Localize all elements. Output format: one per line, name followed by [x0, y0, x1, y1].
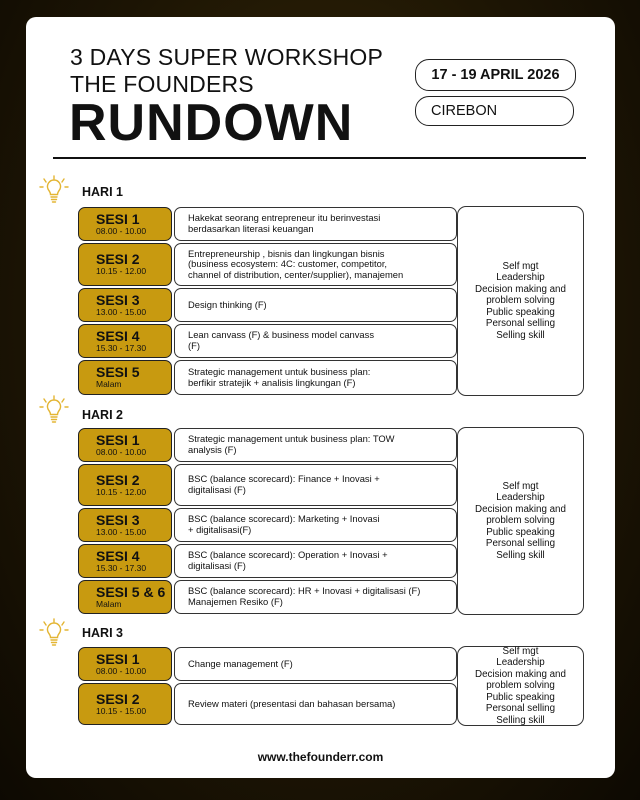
- session-name: SESI 2: [96, 690, 140, 707]
- session-description-text: Hakekat seorang entrepreneur itu berinvestasi berdasarkan literasi keuangan: [188, 212, 381, 234]
- lightbulb-icon: [39, 618, 69, 650]
- session-description: [174, 360, 457, 395]
- skill-item: Personal selling: [485, 538, 556, 550]
- day-label: HARI 1: [82, 185, 123, 199]
- skill-item: problem solving: [486, 515, 555, 527]
- skill-item: Public speaking: [486, 526, 555, 538]
- skill-item: Selling skill: [496, 714, 545, 726]
- session-description: [174, 207, 457, 241]
- skill-item: Public speaking: [486, 691, 555, 703]
- skill-item: Selling skill: [496, 329, 545, 341]
- session-description: [174, 288, 457, 322]
- session-badge: [78, 288, 172, 322]
- session-description: [174, 243, 457, 286]
- session-badge: [78, 580, 172, 614]
- page-title: RUNDOWN: [69, 94, 354, 152]
- skills-box: [457, 427, 584, 615]
- day-label: HARI 3: [82, 626, 123, 640]
- header-divider: [53, 157, 586, 159]
- skills-box: [457, 646, 584, 726]
- session-description: [174, 428, 457, 462]
- session-time: 15.30 - 17.30: [96, 342, 147, 353]
- session-badge: [78, 464, 172, 506]
- session-time: 10.15 - 12.00: [96, 486, 147, 497]
- session-description-text: Entrepreneurship , bisnis dan lingkungan bisnis (business ecosystem: 4C: customer, competitor, channel of distribution, center/supplier), manajemen: [188, 247, 404, 280]
- session-name: SESI 1: [96, 650, 140, 667]
- session-description-text: BSC (balance scorecard): Finance + Inovasi + digitalisasi (F): [188, 473, 380, 495]
- session-badge: [78, 647, 172, 681]
- rundown-card: [26, 17, 615, 778]
- session-description-text: BSC (balance scorecard): HR + Inovasi + digitalisasi (F) Manajemen Resiko (F): [188, 585, 421, 607]
- session-name: SESI 5: [96, 364, 140, 381]
- workshop-name: THE FOUNDERS: [70, 71, 254, 97]
- session-time: 15.30 - 17.30: [96, 562, 147, 573]
- session-name: SESI 2: [96, 251, 140, 268]
- session-name: SESI 2: [96, 471, 140, 488]
- session-description: [174, 580, 457, 614]
- skill-item: Leadership: [496, 492, 545, 504]
- skill-item: Personal selling: [485, 703, 556, 715]
- session-time: Malam: [96, 379, 122, 390]
- lightbulb-icon: [39, 175, 69, 207]
- day-label: HARI 2: [82, 408, 123, 422]
- session-name: SESI 1: [96, 431, 140, 448]
- session-name: SESI 3: [96, 511, 140, 528]
- session-badge: [78, 428, 172, 462]
- skill-item: Self mgt: [502, 645, 539, 657]
- session-time: Malam: [96, 598, 122, 609]
- skill-item: Leadership: [496, 657, 545, 669]
- skill-item: Self mgt: [502, 260, 539, 272]
- session-description-text: Review materi (presentasi dan bahasan bersama): [188, 697, 396, 709]
- session-badge: [78, 683, 172, 725]
- session-name: SESI 4: [96, 327, 140, 344]
- skill-item: problem solving: [486, 680, 555, 692]
- session-time: 08.00 - 10.00: [96, 446, 147, 457]
- session-description: [174, 683, 457, 725]
- session-name: SESI 3: [96, 291, 140, 308]
- session-name: SESI 1: [96, 210, 140, 227]
- session-time: 13.00 - 15.00: [96, 306, 147, 317]
- session-description: [174, 508, 457, 542]
- session-badge: [78, 207, 172, 241]
- session-description-text: Lean canvass (F) & business model canvass (F): [188, 329, 375, 351]
- date-badge: 17 - 19 APRIL 2026: [415, 59, 576, 91]
- session-description: [174, 464, 457, 506]
- skill-item: Public speaking: [486, 306, 555, 318]
- session-description-text: BSC (balance scorecard): Marketing + Inovasi + digitalisasi(F): [188, 513, 380, 535]
- session-description-text: Strategic management untuk business plan: TOW analysis (F): [188, 433, 395, 455]
- session-badge: [78, 360, 172, 395]
- session-name: SESI 5 & 6: [96, 583, 166, 600]
- location-badge: CIREBON: [415, 96, 574, 126]
- session-badge: [78, 324, 172, 358]
- website-link[interactable]: www.thefounderr.com: [257, 750, 384, 764]
- lightbulb-icon: [39, 395, 69, 427]
- session-badge: [78, 243, 172, 286]
- skill-item: Decision making and: [475, 283, 566, 295]
- session-badge: [78, 544, 172, 578]
- skill-item: Leadership: [496, 272, 545, 284]
- session-badge: [78, 508, 172, 542]
- workshop-subtitle: 3 DAYS SUPER WORKSHOP: [70, 44, 384, 70]
- session-time: 10.15 - 12.00: [96, 266, 147, 277]
- session-description: [174, 324, 457, 358]
- skill-item: Decision making and: [475, 668, 566, 680]
- skills-box: [457, 206, 584, 396]
- session-description: [174, 647, 457, 681]
- session-time: 10.15 - 15.00: [96, 705, 147, 716]
- skill-item: Selling skill: [496, 549, 545, 561]
- session-description: [174, 544, 457, 578]
- session-time: 08.00 - 10.00: [96, 665, 147, 676]
- session-description-text: Change management (F): [188, 657, 293, 669]
- session-description-text: BSC (balance scorecard): Operation + Inovasi + digitalisasi (F): [188, 549, 388, 571]
- skill-item: problem solving: [486, 295, 555, 307]
- session-time: 13.00 - 15.00: [96, 526, 147, 537]
- skill-item: Personal selling: [485, 318, 556, 330]
- session-name: SESI 4: [96, 547, 140, 564]
- session-time: 08.00 - 10.00: [96, 225, 147, 236]
- session-description-text: Design thinking (F): [188, 298, 267, 310]
- session-description-text: Strategic management untuk business plan: berfikir stratejik + analisis lingkungan (F): [188, 365, 371, 388]
- skill-item: Decision making and: [475, 503, 566, 515]
- skill-item: Self mgt: [502, 480, 539, 492]
